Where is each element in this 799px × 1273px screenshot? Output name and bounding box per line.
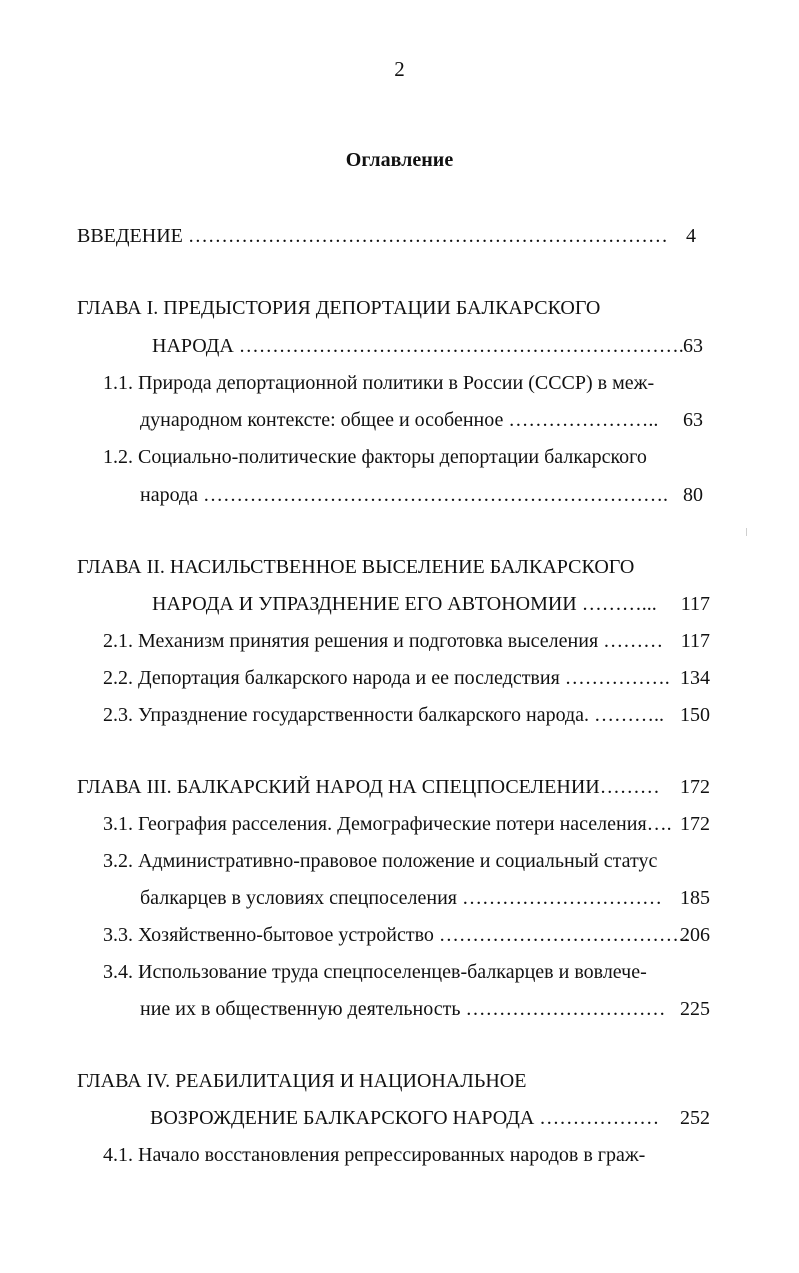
toc-section-3-4-line2: ние их в общественную деятельность …………………………: [140, 998, 666, 1020]
toc-section-1-1-line2: дународном контексте: общее и особенное …………………..: [140, 409, 659, 431]
toc-page-chapter-4: 252: [680, 1107, 710, 1129]
toc-page-section-2-3: 150: [680, 704, 710, 726]
page-number: 2: [394, 57, 405, 81]
toc-section-3-2-line2: балкарцев в условиях спецпоселения …………………………: [140, 887, 662, 909]
toc-chapter-1-line2: НАРОДА ………………………………………………………….: [152, 335, 684, 357]
toc-page-section-3-2: 185: [680, 887, 710, 909]
toc-page-section-2-1: 117: [680, 630, 710, 652]
toc-chapter-1-line1: ГЛАВА I. ПРЕДЫСТОРИЯ ДЕПОРТАЦИИ БАЛКАРСКОГО: [77, 297, 601, 319]
toc-section-1-1-line1: 1.1. Природа депортационной политики в России (СССР) в меж-: [103, 372, 655, 394]
toc-entry-intro: ВВЕДЕНИЕ ………………………………………………………………: [77, 225, 668, 247]
toc-section-4-1-line1: 4.1. Начало восстановления репрессированных народов в граж-: [103, 1144, 646, 1166]
toc-page-section-3-3: 206: [680, 924, 710, 946]
toc-section-1-2-line2: народа …………………………………………………………….: [140, 484, 669, 506]
toc-section-3-4-line1: 3.4. Использование труда спецпоселенцев-балкарцев и вовлече-: [103, 961, 647, 983]
toc-page-chapter-2: 117: [680, 593, 710, 615]
toc-page-section-1-1: 63: [683, 409, 703, 431]
toc-section-3-2-line1: 3.2. Административно-правовое положение и социальный статус: [103, 850, 658, 872]
toc-page-chapter-1: 63: [683, 335, 703, 357]
toc-chapter-2-line2: НАРОДА И УПРАЗДНЕНИЕ ЕГО АВТОНОМИИ ………...: [152, 593, 657, 615]
toc-section-2-3: 2.3. Упразднение государственности балкарского народа. ………..: [103, 704, 665, 726]
toc-page-section-3-1: 172: [680, 813, 710, 835]
toc-chapter-4-line2: ВОЗРОЖДЕНИЕ БАЛКАРСКОГО НАРОДА ………………: [150, 1107, 660, 1129]
scan-mark: [746, 528, 747, 536]
toc-section-2-1: 2.1. Механизм принятия решения и подготовка выселения ………: [103, 630, 664, 652]
toc-section-2-2: 2.2. Депортация балкарского народа и ее последствия …………….: [103, 667, 670, 689]
toc-section-3-1: 3.1. География расселения. Демографические потери населения….: [103, 813, 672, 835]
toc-title: Оглавление: [345, 149, 454, 171]
toc-chapter-4-line1: ГЛАВА IV. РЕАБИЛИТАЦИЯ И НАЦИОНАЛЬНОЕ: [77, 1070, 527, 1092]
toc-section-1-2-line1: 1.2. Социально-политические факторы депортации балкарского: [103, 446, 647, 468]
toc-chapter-3: ГЛАВА III. БАЛКАРСКИЙ НАРОД НА СПЕЦПОСЕЛЕНИИ………: [77, 776, 660, 798]
toc-page-intro: 4: [686, 225, 696, 247]
toc-page-section-3-4: 225: [680, 998, 710, 1020]
toc-section-3-3: 3.3. Хозяйственно-бытовое устройство ………………………………..: [103, 924, 689, 946]
toc-page-section-2-2: 134: [680, 667, 710, 689]
toc-chapter-2-line1: ГЛАВА II. НАСИЛЬСТВЕННОЕ ВЫСЕЛЕНИЕ БАЛКАРСКОГО: [77, 556, 635, 578]
toc-page-section-1-2: 80: [683, 484, 703, 506]
toc-page-chapter-3: 172: [680, 776, 710, 798]
